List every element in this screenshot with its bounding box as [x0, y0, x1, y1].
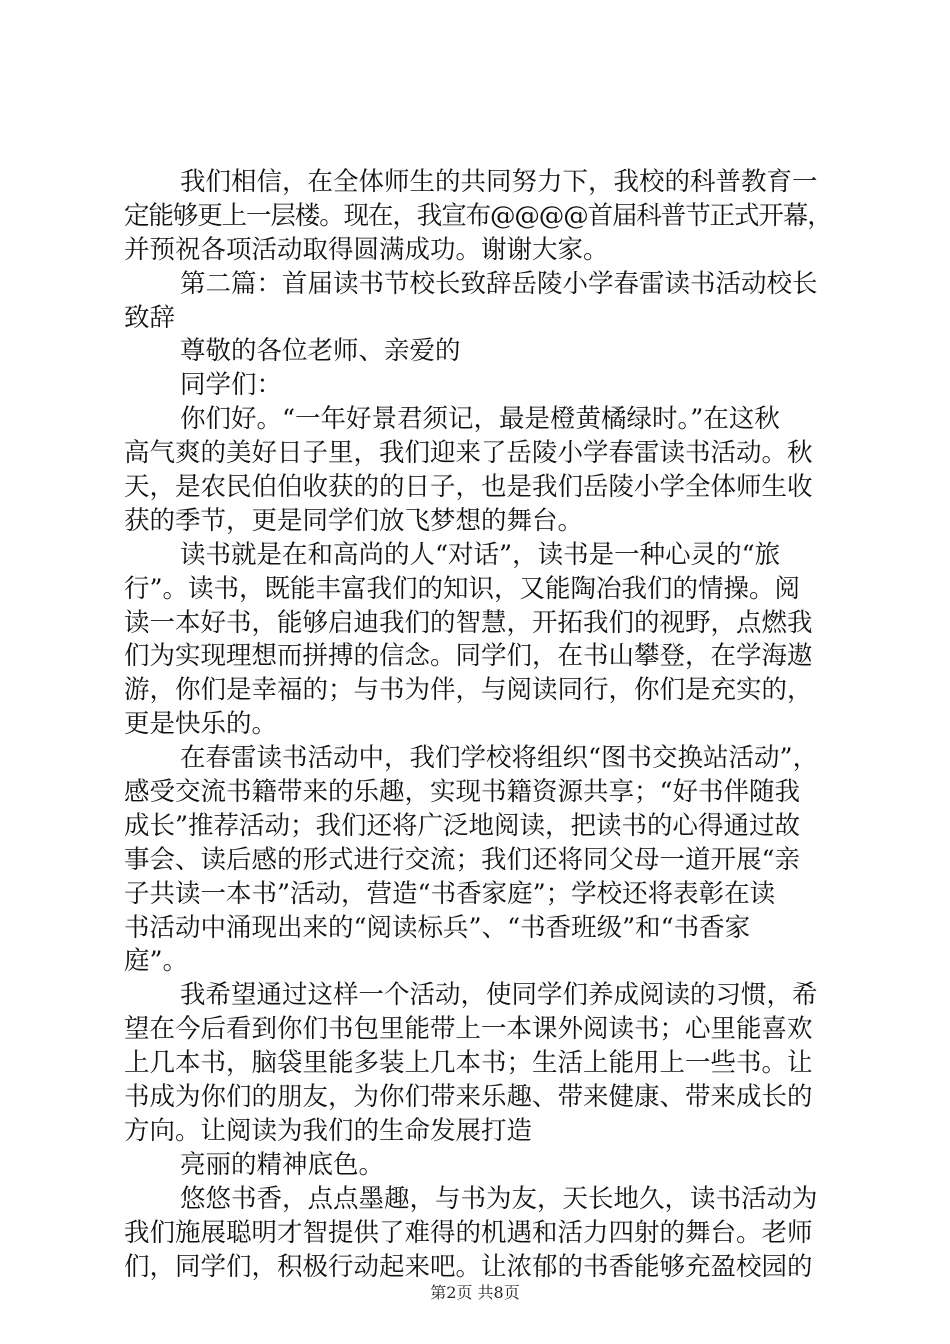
- text-line: 读一本好书，能够启迪我们的智慧，开拓我们的视野，点燃我: [124, 607, 813, 638]
- text-line: 更是快乐的。: [124, 709, 278, 740]
- document-body: [124, 166, 832, 1284]
- text-lines: [124, 166, 832, 1284]
- text-line: 方向。让阅读为我们的生命发展打造: [124, 1115, 533, 1146]
- text-line: 天，是农民伯伯收获的的日子，也是我们岳陵小学全体师生收: [124, 472, 813, 503]
- text-line: 我们施展聪明才智提供了难得的机遇和活力四射的舞台。老师: [124, 1217, 813, 1248]
- text-line: 亮丽的精神底色。: [180, 1149, 385, 1180]
- text-line: 获的季节，更是同学们放飞梦想的舞台。: [124, 505, 584, 536]
- text-line: 致辞: [124, 302, 176, 333]
- text-line: 悠悠书香，点点墨趣，与书为友，天长地久，读书活动为: [180, 1183, 818, 1214]
- text-line: 庭”。: [124, 946, 189, 977]
- text-line: 感受交流书籍带来的乐趣，实现书籍资源共享；“好书伴随我: [124, 777, 801, 808]
- text-line: 高气爽的美好日子里，我们迎来了岳陵小学春雷读书活动。秋: [124, 438, 813, 469]
- text-line: 同学们：: [180, 370, 283, 401]
- text-line: 读书就是在和高尚的人“对话”，读书是一种心灵的“旅: [180, 539, 781, 570]
- text-line: 书成为你们的朋友，为你们带来乐趣、带来健康、带来成长的: [124, 1082, 813, 1113]
- text-line: 我希望通过这样一个活动，使同学们养成阅读的习惯，希: [180, 980, 818, 1011]
- text-line: 并预祝各项活动取得圆满成功。谢谢大家。: [124, 234, 609, 265]
- text-line: 尊敬的各位老师、亲爱的: [180, 336, 461, 367]
- text-line: 第二篇：首届读书节校长致辞岳陵小学春雷读书活动校长: [180, 268, 818, 299]
- text-line: 书活动中涌现出来的“阅读标兵”、“书香班级”和“书香家: [124, 912, 751, 943]
- text-line: 定能够更上一层楼。现在，我宣布@@@@首届科普节正式开幕，: [124, 200, 832, 231]
- text-line: 成长”推荐活动；我们还将广泛地阅读，把读书的心得通过故: [124, 810, 801, 841]
- text-line: 子共读一本书”活动，营造“书香家庭”；学校还将表彰在读: [124, 878, 776, 909]
- text-line: 行”。读书，既能丰富我们的知识，又能陶冶我们的情操。阅: [124, 573, 801, 604]
- page-footer: 第2页 共8页: [430, 1283, 520, 1302]
- text-line: 游，你们是幸福的；与书为伴，与阅读同行，你们是充实的，: [124, 675, 813, 706]
- text-line: 事会、读后感的形式进行交流；我们还将同父母一道开展“亲: [124, 844, 801, 875]
- text-line: 们，同学们，积极行动起来吧。让浓郁的书香能够充盈校园的: [124, 1251, 813, 1282]
- text-line: 你们好。“一年好景君须记，最是橙黄橘绿时。”在这秋: [180, 404, 780, 435]
- text-line: 我们相信，在全体师生的共同努力下，我校的科普教育一: [180, 167, 818, 197]
- text-line: 望在今后看到你们书包里能带上一本课外阅读书；心里能喜欢: [124, 1014, 813, 1045]
- text-line: 上几本书，脑袋里能多装上几本书；生活上能用上一些书。让: [124, 1048, 813, 1079]
- text-line: 在春雷读书活动中，我们学校将组织“图书交换站活动”，: [180, 743, 819, 774]
- text-line: 们为实现理想而拼搏的信念。同学们，在书山攀登，在学海遨: [124, 641, 813, 672]
